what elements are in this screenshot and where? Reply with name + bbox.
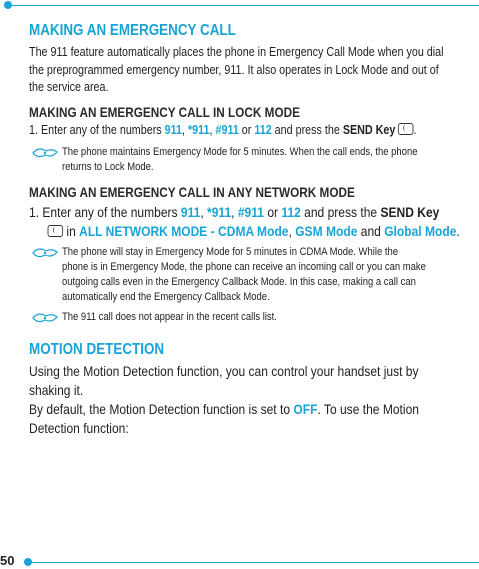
send-key-icon (48, 225, 63, 237)
section-emergency-call (29, 22, 275, 40)
para-line: By default, the Motion Detection function is set to (29, 401, 294, 417)
section-emergency-call-paragraph (29, 44, 479, 97)
para-line: the service area. (29, 80, 109, 94)
mode-all-network: ALL NETWORK MODE (79, 223, 208, 239)
number-star-911: *911 (187, 123, 210, 137)
note-icon (32, 311, 58, 325)
note-icon (32, 146, 58, 160)
section-motion-detection-title: MOTION DETECTION (29, 341, 165, 358)
number-112: 112 (281, 204, 301, 220)
lock-mode-note (62, 145, 475, 175)
recent-calls-note: The 911 call does not appear in the recent calls list. (62, 311, 277, 323)
mode-global: Global Mode (384, 223, 457, 239)
bottom-dot (24, 558, 32, 566)
number-hash-911: #911 (237, 204, 264, 220)
motion-detection-paragraph: Using the Motion Detection function, you can control your handset just by shaking it. By default, the Motion Detection function is set to OFF. To use the Motion Detection function: (29, 363, 419, 436)
number-hash-911: #911 (215, 123, 239, 137)
step-text: 1. Enter any of the numbers (29, 204, 181, 220)
mode-cdma: CDMA Mode (218, 223, 289, 239)
lock-mode-step: 1. Enter any of the numbers 911, *911, #911 or 112 and press the SEND Key . (29, 123, 417, 137)
note-line: automatically end the Emergency Callback Mode. (62, 291, 270, 303)
number-112: 112 (254, 123, 272, 137)
para-line: the preprogrammed emergency number, 911. It also operates in Lock Mode and out of (29, 62, 439, 77)
page-number: 50 (0, 553, 15, 568)
network-mode-note (62, 245, 479, 305)
number-star-911: *911 (207, 204, 232, 220)
bottom-rule (30, 562, 479, 563)
para-line: The 911 feature automatically places the phone in Emergency Call Mode when you dial (29, 45, 444, 59)
section-network-mode-title: MAKING AN EMERGENCY CALL IN ANY NETWORK MODE (29, 184, 355, 200)
note-line: returns to Lock Mode. (62, 161, 154, 173)
para-line: Using the Motion Detection function, you can control your handset just by (29, 363, 419, 379)
note-line: The phone maintains Emergency Mode for 5 minutes. When the call ends, the phone (62, 146, 418, 158)
number-911: 911 (180, 204, 201, 220)
top-dot (4, 1, 12, 9)
number-911: 911 (164, 123, 182, 137)
note-line: The phone will stay in Emergency Mode for 5 minutes in CDMA Mode. While the (62, 246, 398, 258)
para-line: shaking it. (29, 382, 84, 398)
step-text: 1. Enter any of the numbers (29, 123, 165, 137)
mode-gsm: GSM Mode (295, 223, 358, 239)
note-line: phone is in Emergency Mode, the phone can receive an incoming call or you can make (62, 261, 426, 273)
section-lock-mode-title: MAKING AN EMERGENCY CALL IN LOCK MODE (29, 104, 300, 120)
top-rule (8, 5, 479, 6)
send-key-icon (398, 123, 413, 135)
note-icon (32, 246, 58, 260)
off-value: OFF (293, 401, 318, 417)
para-line: Detection function: (29, 420, 129, 436)
send-key-label: SEND Key (342, 123, 396, 137)
section-title: MAKING AN EMERGENCY CALL (29, 22, 236, 39)
send-key-label: SEND Key (380, 204, 440, 220)
note-line: outgoing calls even in the Emergency Callback Mode. In this case, making a call can (62, 276, 416, 288)
network-mode-step: 1. Enter any of the numbers 911, *911, #911 or 112 and press the SEND Key in ALL NETWORK MODE - CDMA Mode, GSM Mode and Global Mode. (29, 204, 460, 239)
